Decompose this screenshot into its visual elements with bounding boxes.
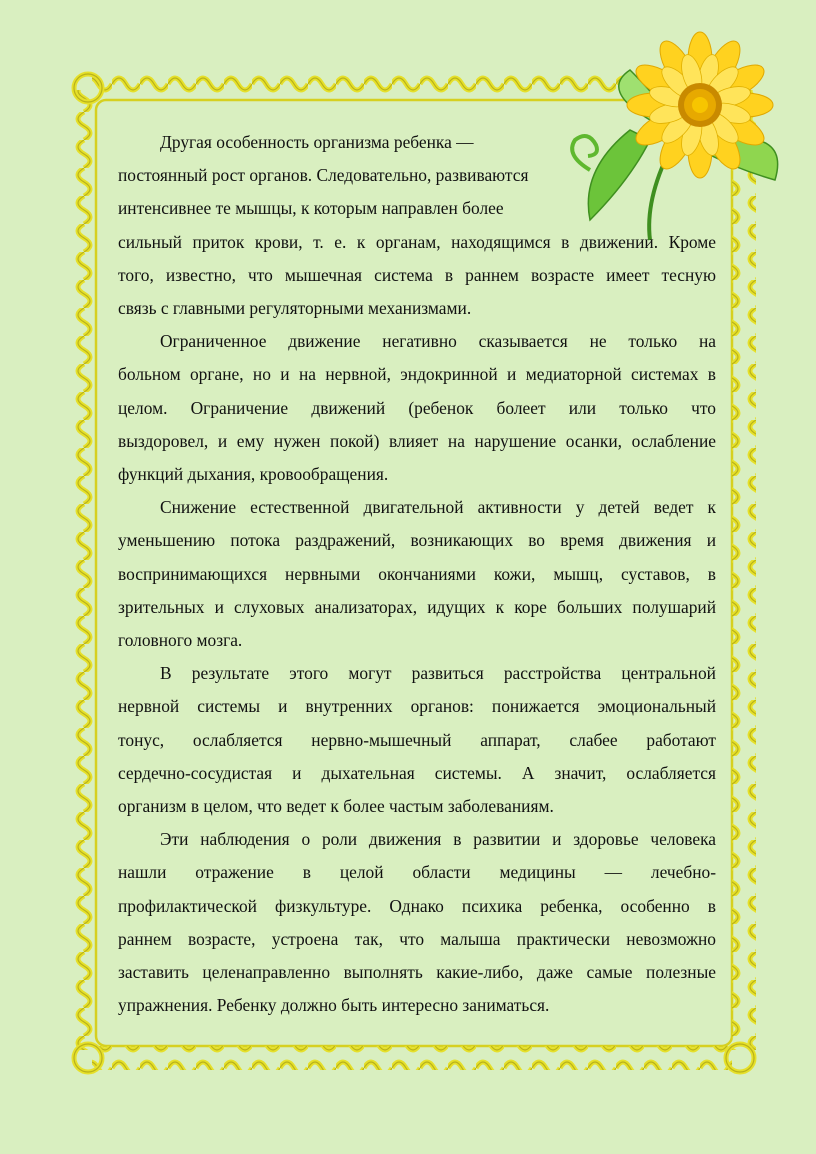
article-body [118, 126, 716, 1022]
text-line: нервной системы и внутренних органов: понижается эмоциональный [118, 696, 716, 717]
text-line: сердечно-сосудистая и дыхательная системы. А значит, ослабляется [118, 762, 716, 783]
text-line: Ограниченное движение негативно сказывается не только на [160, 331, 716, 352]
text-line: Эти наблюдения о роли движения в развитии и здоровье человека [160, 829, 716, 850]
text-line: интенсивнее те мышцы, к которым направлен более [118, 198, 504, 219]
text-line: В результате этого могут развиться расстройства центральной [160, 663, 716, 684]
paragraph-2 [118, 325, 716, 491]
paragraph-4 [118, 657, 716, 823]
text-line: целом. Ограничение движений (ребенок болеет или только что [118, 397, 716, 418]
text-line: больном органе, но и на нервной, эндокринной и медиаторной системах в [118, 364, 716, 385]
text-line: раннем возрасте, устроена так, что малыша практически невозможно [118, 928, 716, 949]
text-line: головного мозга. [118, 630, 243, 651]
text-line: нашли отражение в целой области медицины — лечебно- [118, 862, 716, 883]
text-line: сильный приток крови, т. е. к органам, находящимся в движении. Кроме [118, 231, 716, 252]
text-line: упражнения. Ребенку должно быть интересно заниматься. [118, 995, 550, 1016]
text-line: воспринимающихся нервными окончаниями кожи, мышц, суставов, в [118, 563, 716, 584]
text-line: организм в целом, что ведет к более частым заболеваниям. [118, 796, 554, 817]
paragraph-1 [118, 126, 716, 325]
text-line: Другая особенность организма ребенка — [160, 132, 474, 152]
text-line: уменьшению потока раздражений, возникающих во время движения и [118, 530, 716, 551]
text-line: функций дыхания, кровообращения. [118, 464, 389, 485]
text-line: профилактической физкультуре. Однако психика ребенка, особенно в [118, 895, 716, 916]
text-line: Снижение естественной двигательной активности у детей ведет к [160, 497, 716, 518]
paragraph-3 [118, 491, 716, 657]
text-line: того, известно, что мышечная система в раннем возрасте имеет тесную [118, 264, 716, 285]
text-line: связь с главными регуляторными механизмами. [118, 298, 472, 319]
text-line: зрительных и слуховых анализаторах, идущих к коре больших полушарий [118, 596, 716, 617]
text-line: выздоровел, и ему нужен покой) влияет на нарушение осанки, ослабление [118, 430, 716, 451]
text-line: тонус, ослабляется нервно-мышечный аппарат, слабее работают [118, 729, 716, 750]
text-line: заставить целенаправленно выполнять какие-либо, даже самые полезные [118, 962, 716, 983]
paragraph-5 [118, 823, 716, 1022]
text-line: постоянный рост органов. Следовательно, развиваются [118, 165, 529, 186]
